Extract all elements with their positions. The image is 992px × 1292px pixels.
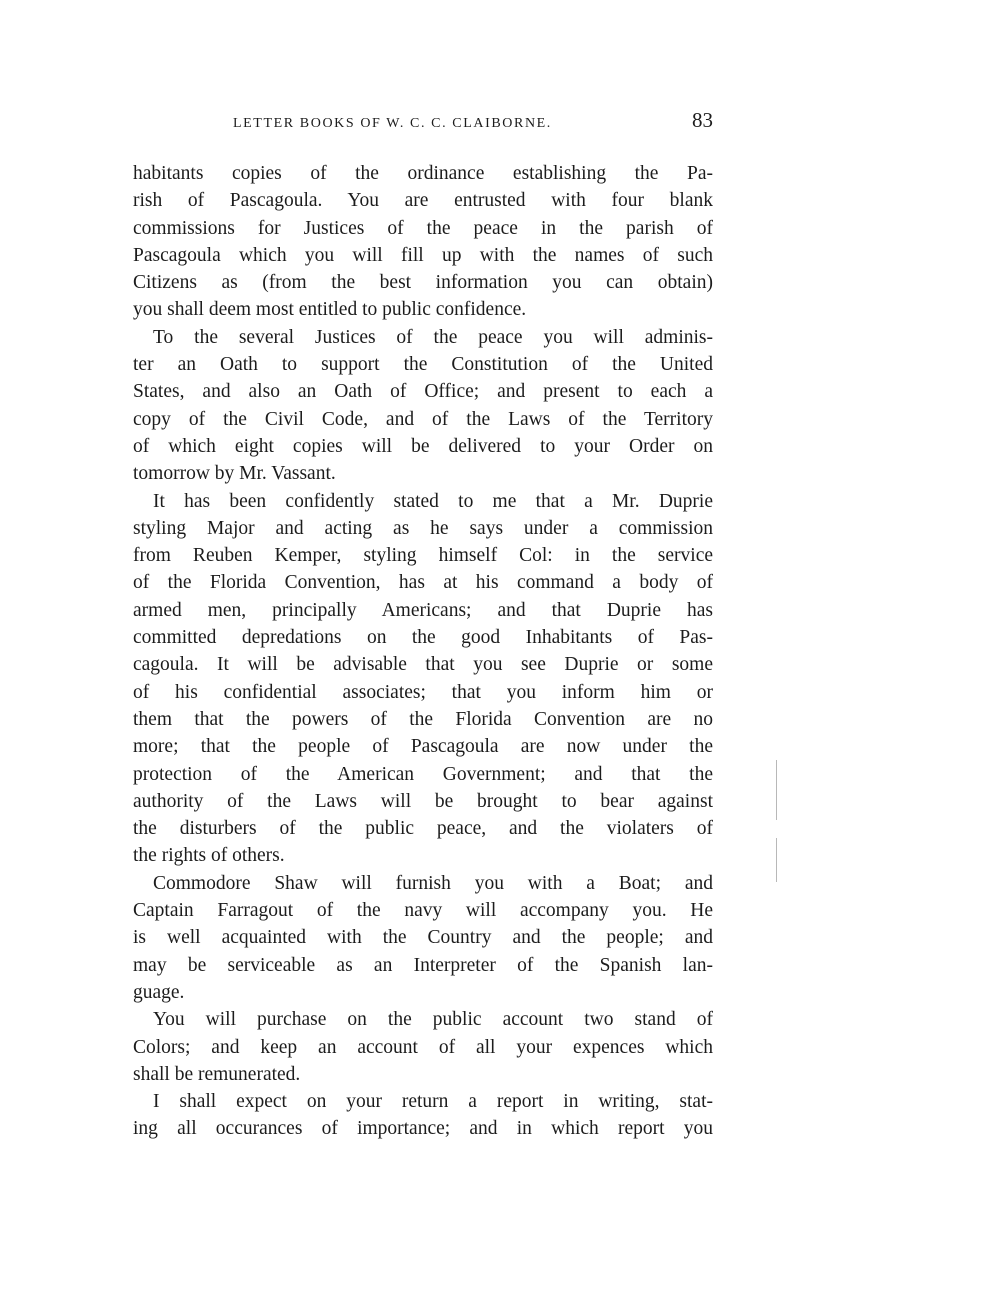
text-line: them that the powers of the Florida Convention are no	[133, 708, 713, 730]
text-line: ing all occurances of importance; and in which report you	[133, 1118, 713, 1140]
text-line: Pascagoula which you will fill up with the names of such	[133, 244, 713, 266]
scan-artifact-line	[776, 838, 777, 882]
paragraph-first-line: You will purchase on the public account two stand of	[153, 1009, 713, 1031]
text-line: of his confidential associates; that you inform him or	[133, 681, 713, 703]
text-line: armed men, principally Americans; and that Duprie has	[133, 599, 713, 621]
text-line: you shall deem most entitled to public confidence.	[133, 299, 527, 321]
text-line: of which eight copies will be delivered to your Order on	[133, 435, 713, 457]
text-line: States, and also an Oath of Office; and present to each a	[133, 381, 713, 403]
text-line: of the Florida Convention, has at his command a body of	[133, 572, 713, 594]
text-line: committed depredations on the good Inhabitants of Pas-	[133, 627, 713, 649]
text-line: guage.	[133, 981, 185, 1003]
text-line: the rights of others.	[133, 845, 285, 867]
text-line: commissions for Justices of the peace in the parish of	[133, 217, 713, 239]
paragraph-first-line: I shall expect on your return a report in writing, stat-	[153, 1091, 713, 1113]
text-line: styling Major and acting as he says under a commission	[133, 517, 713, 539]
page-number: 83	[692, 108, 713, 132]
text-line: cagoula. It will be advisable that you see Duprie or some	[133, 654, 713, 676]
text-line: protection of the American Government; and that the	[133, 763, 713, 785]
text-line: ter an Oath to support the Constitution of the United	[133, 354, 713, 376]
scan-artifact-line	[776, 760, 777, 820]
text-line: may be serviceable as an Interpreter of the Spanish lan-	[133, 954, 713, 976]
text-line: Captain Farragout of the navy will accompany you. He	[133, 900, 713, 922]
running-head	[133, 108, 713, 138]
text-line: rish of Pascagoula. You are entrusted with four blank	[133, 190, 713, 212]
paragraph-first-line: It has been confidently stated to me that a Mr. Duprie	[153, 490, 713, 512]
text-line: Colors; and keep an account of all your expences which	[133, 1036, 713, 1058]
text-line: from Reuben Kemper, styling himself Col: in the service	[133, 545, 713, 567]
text-line: shall be remunerated.	[133, 1063, 301, 1085]
text-line: Citizens as (from the best information you can obtain)	[133, 272, 713, 294]
text-line: habitants copies of the ordinance establishing the Pa-	[133, 163, 713, 184]
paragraph-first-line: To the several Justices of the peace you will adminis-	[153, 326, 713, 348]
body-text	[133, 160, 713, 1143]
text-line: tomorrow by Mr. Vassant.	[133, 463, 336, 485]
text-line: more; that the people of Pascagoula are now under the	[133, 736, 713, 758]
text-line: authority of the Laws will be brought to bear against	[133, 790, 713, 812]
text-line: the disturbers of the public peace, and the violaters of	[133, 818, 713, 840]
text-line: is well acquainted with the Country and the people; and	[133, 927, 713, 949]
text-line: copy of the Civil Code, and of the Laws of the Territory	[133, 408, 713, 430]
paragraph-first-line: Commodore Shaw will furnish you with a Boat; and	[153, 872, 713, 894]
running-title: LETTER BOOKS OF W. C. C. CLAIBORNE.	[233, 116, 552, 131]
